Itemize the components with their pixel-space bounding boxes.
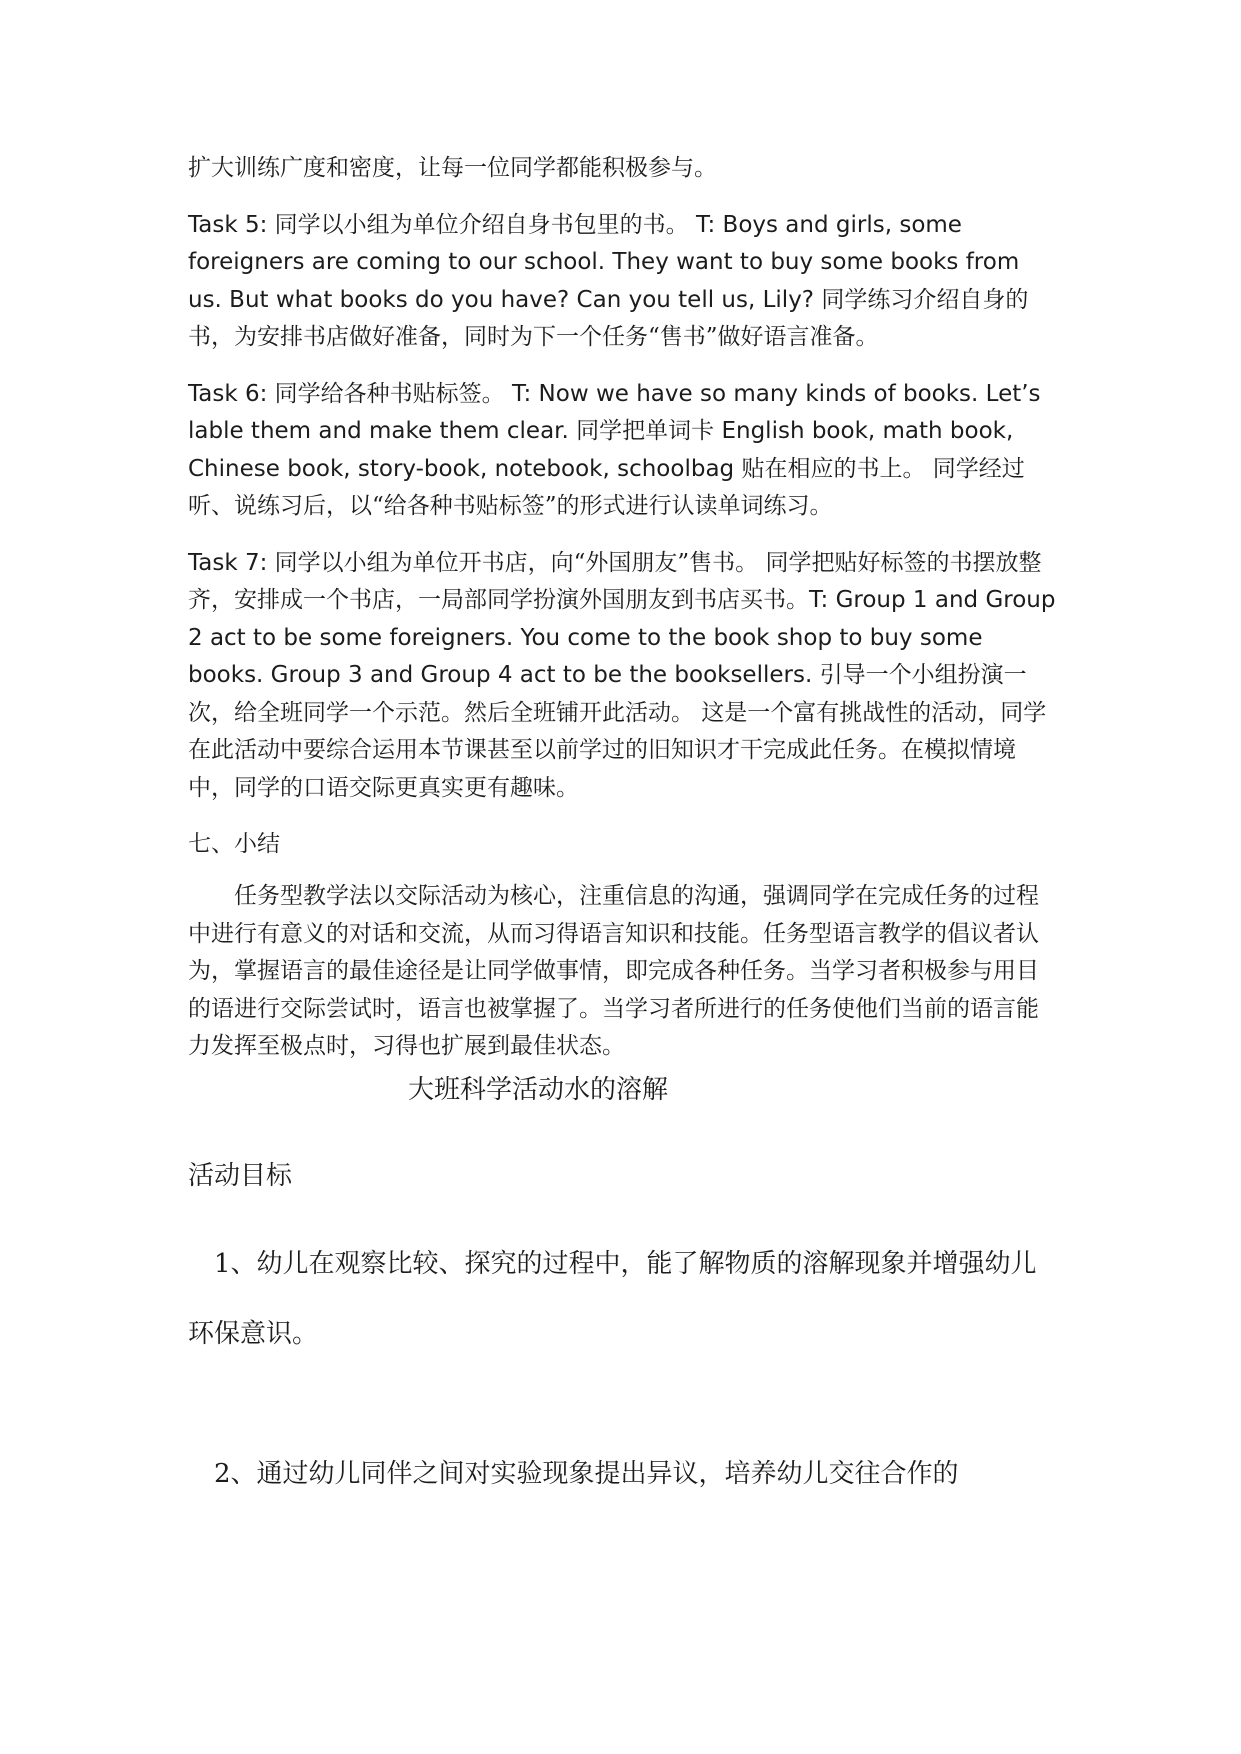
task7-en1: T: Group 1 and Group 2 act to be some foreigners. You come to the book shop to buy some books. Group 3 and Group 4 act to be the booksellers. bbox=[188, 587, 1056, 688]
section7-heading: 七、小结 bbox=[188, 831, 280, 857]
task7-label: Task 7: bbox=[188, 549, 268, 576]
task5-cn1: 同学以小组为单位介绍自身书包里的书。 bbox=[267, 211, 696, 238]
task7-cn2: 引导一个小组扮演一次，给全班同学一个示范。然后全班铺开此活动。 这是一个富有挑战性的活动，同学在此活动中要综合运用本节课甚至以前学过的旧知识才干完成此任务。在模拟情境中，同学的口语交际更真实更有趣味。 bbox=[188, 662, 1047, 801]
doc2-goal-1: 1、幼儿在观察比较、探究的过程中，能了解物质的溶解现象并增强幼儿环保意识。 bbox=[188, 1249, 1037, 1349]
task6-en1: T: Now we have so many kinds of books. Let’s lable them and make them clear. bbox=[188, 380, 1041, 444]
doc2-goals-label: 活动目标 bbox=[188, 1161, 293, 1191]
intro-line: 扩大训练广度和密度，让每一位同学都能积极参与。 bbox=[188, 155, 717, 181]
doc2-goal-2: 2、通过幼儿同伴之间对实验现象提出异议，培养幼儿交往合作的 bbox=[214, 1459, 959, 1489]
summary-paragraph: 任务型教学法以交际活动为核心，注重信息的沟通，强调同学在完成任务的过程中进行有意义的对话和交流，从而习得语言知识和技能。任务型语言教学的倡议者认为，掌握语言的最佳途径是让同学做事情，即完成各种任务。当学习者积极参与用目的语进行交际尝试时，语言也被掌握了。当学习者所进行的任务使他们当前的语言能力发挥至极点时，习得也扩展到最佳状态。 bbox=[188, 883, 1039, 1059]
task7-cn1: 同学以小组为单位开书店，向“外国朋友”售书。 同学把贴好标签的书摆放整齐，安排成一个书店，一局部同学扮演外国朋友到书店买书。 bbox=[188, 549, 1042, 613]
task6-cn3: 贴在相应的书上。 同学经过听、说练习后，以“给各种书贴标签”的形式进行认读单词练习。 bbox=[188, 455, 1025, 519]
task5-label: Task 5: bbox=[188, 211, 268, 238]
second-document bbox=[188, 0, 1058, 1754]
task5-en1: T: Boys and girls, some foreigners are coming to our school. They want to buy some books from us. But what books do you have? Can you tell us, Lily? bbox=[188, 211, 1020, 313]
doc2-title: 大班科学活动水的溶解 bbox=[407, 1075, 668, 1105]
task5-cn2: 同学练习介绍自身的书，为安排书店做好准备，同时为下一个任务“售书”做好语言准备。 bbox=[188, 286, 1029, 350]
task6-cn2: 同学把单词卡 bbox=[568, 418, 722, 444]
task6-label: Task 6: bbox=[188, 380, 268, 407]
task6-cn1: 同学给各种书贴标签。 bbox=[267, 380, 512, 407]
task6-en2: English book, math book, Chinese book, story-book, notebook, schoolbag bbox=[188, 418, 1014, 482]
